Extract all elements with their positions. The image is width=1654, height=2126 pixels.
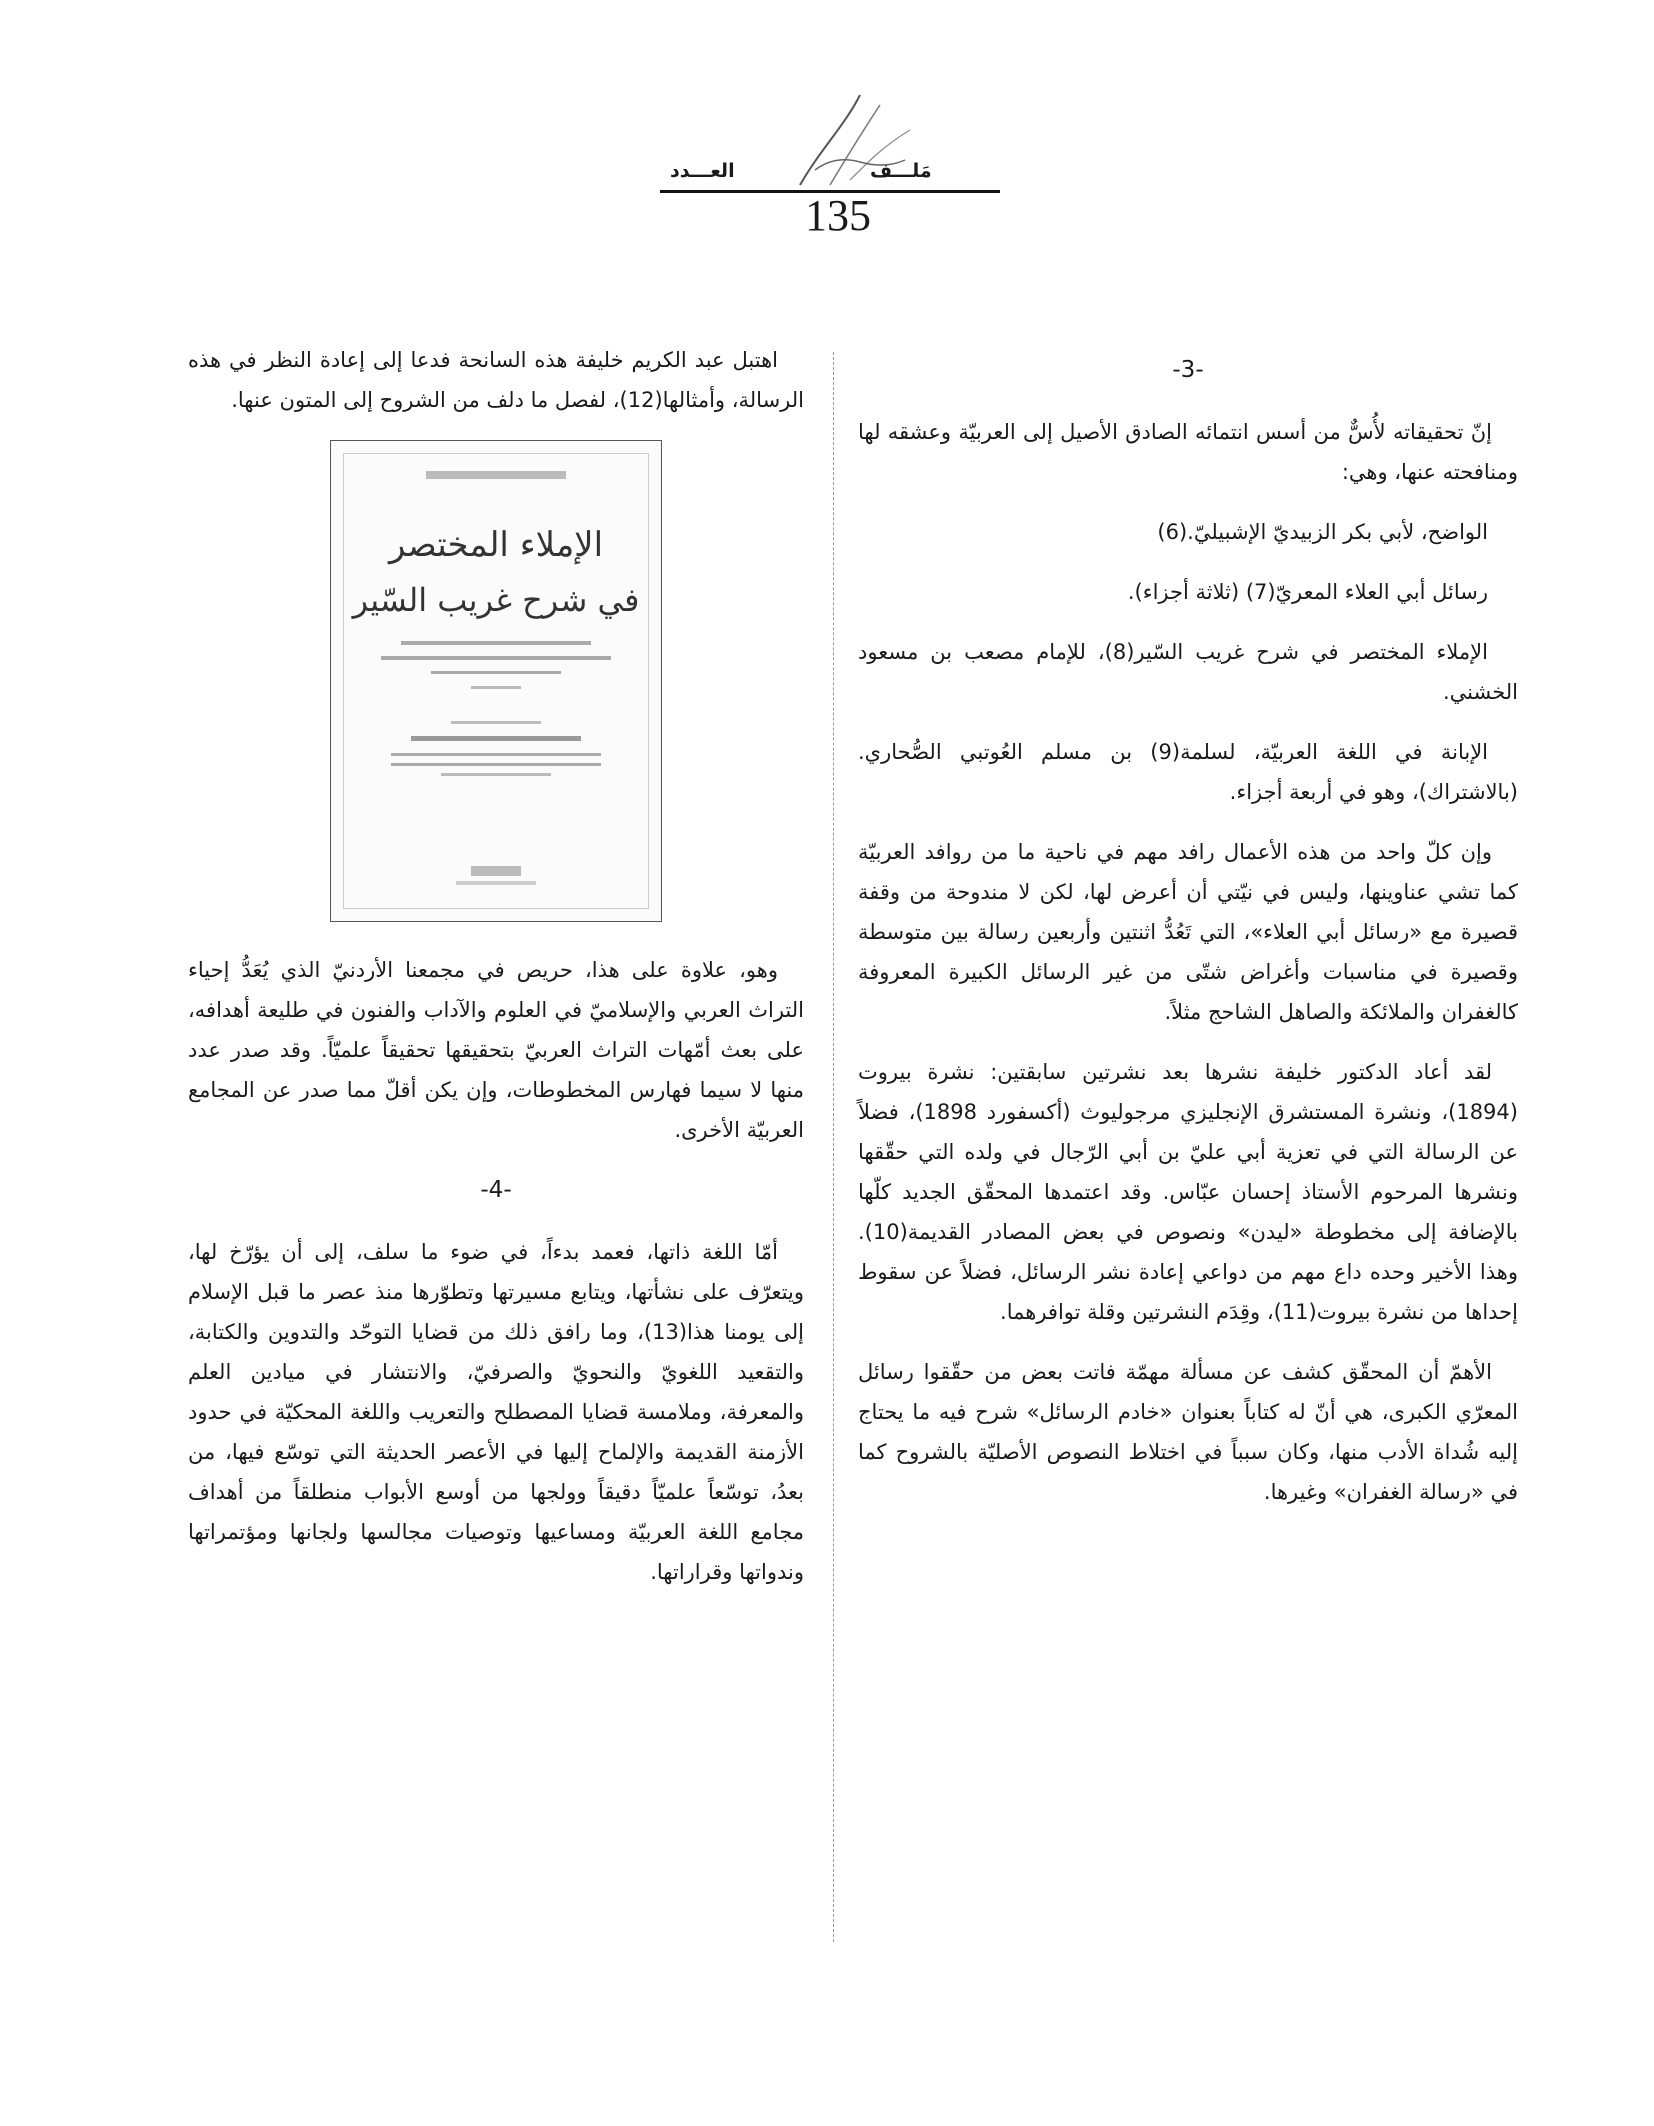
paragraph: الأهمّ أن المحقّق كشف عن مسألة مهمّة فاتت بعض من حقّقوا رسائل المعرّي الكبرى، هي أنّ له كتاباً بعنوان «خادم الرسائل» شرح فيه ما يحتاج إليه شُداة الأدب منها، وكان سبباً في اختلاط النصوص الأصليّة بالشروح كما في «رسالة الغفران» وغيرها.	[858, 1360, 1518, 1504]
paragraph: اهتبل عبد الكريم خليفة هذه السانحة فدعا إلى إعادة النظر في هذه الرسالة، وأمثالها(12)، لفصل ما دلف من الشروح إلى المتون عنها.	[188, 348, 804, 412]
list-item: رسائل أبي العلاء المعريّ(7) (ثلاثة أجزاء).	[1127, 580, 1488, 604]
issue-label: العـــدد	[670, 160, 735, 182]
page-number: 135	[805, 191, 871, 240]
paragraph: وهو، علاوة على هذا، حريص في مجمعنا الأردنيّ الذي يُعَدُّ إحياء التراث العربي والإسلاميّ في العلوم والآداب والفنون في طليعة أهدافه، على بعث أمّهات التراث العربيّ بتحقيقها تحقيقاً علميّاً. وقد صدر عدد منها لا سيما فهارس المخطوطات، وإن يكن أقلّ مما صدر عن المجامع العربيّة الأخرى.	[188, 958, 804, 1142]
paragraph: لقد أعاد الدكتور خليفة نشرها بعد نشرتين سابقتين: نشرة بيروت (1894)، ونشرة المستشرق الإنجليزي مرجوليوث (أكسفورد 1898)، فضلاً عن الرسالة التي في تعزية أبي عليّ بن أبي الرّجال في ولده التي حقّقها ونشرها المرحوم الأستاذ إحسان عبّاس. وقد اعتمدها المحقّق الجديد كلّها بالإضافة إلى مخطوطة «ليدن» ونصوص في بعض المصادر القديمة(10). وهذا الأخير وحده داع مهم من دواعي إعادة نشر الرسائل، فضلاً عن سقوط إحداها من نشرة بيروت(11)، وقِدَم النشرتين وقلة توافرهما.	[858, 1060, 1518, 1324]
list-item: الإبانة في اللغة العربيّة، لسلمة(9) بن مسلم العُوتبي الصُّحاري. (بالاشتراك)، وهو في أربعة أجزاء.	[858, 740, 1518, 804]
page-header	[640, 90, 1020, 240]
book-title-line1: الإملاء المختصر	[388, 525, 604, 565]
list-item: الواضح، لأبي بكر الزبيديّ الإشبيليّ.(6)	[1157, 520, 1488, 544]
paragraph: إنّ تحقيقاته لأُسٌّ من أسس انتمائه الصادق الأصيل إلى العربيّة وعشقه لها ومنافحته عنها، وهي:	[858, 420, 1518, 484]
section-label: مَلـــف	[870, 160, 932, 182]
section-heading: -4-	[480, 1177, 512, 1203]
book-title-line2: في شرح غريب السّير	[352, 581, 640, 619]
left-column	[188, 340, 804, 1612]
paragraph: أمّا اللغة ذاتها، فعمد بدءاً، في ضوء ما سلف، إلى أن يؤرّخ لها، ويتعرّف على نشأتها، ويتابع مسيرتها وتطوّرها منذ عصر ما قبل الإسلام إلى يومنا هذا(13)، وما رافق ذلك من قضايا التوحّد والتدوين والكتابة، والتقعيد اللغويّ والنحويّ والصرفيّ، والانتشار في ميادين العلم والمعرفة، وملامسة قضايا المصطلح والتعريب واللغة المحكيّة في حدود الأزمنة القديمة والإلماح إليها في الأعصر الحديثة التي توسّع فيها، من بعدُ، توسّعاً علميّاً دقيقاً وولجها من أوسع الأبواب منطلقاً من أهداف مجامع اللغة العربيّة ومساعيها وتوصيات مجالسها ولجانها ومؤتمراتها وندواتها وقراراتها.	[188, 1240, 804, 1584]
right-column	[858, 340, 1518, 1532]
paragraph: وإن كلّ واحد من هذه الأعمال رافد مهم في ناحية ما من روافد العربيّة كما تشي عناوينها، وليس في نيّتي أن أعرض لها، لكن لا مندوحة من وقفة قصيرة مع «رسائل أبي العلاء»، التي تَعُدُّ اثنتين وأربعين رسالة بين متوسطة وقصيرة في مناسبات وأغراض شتّى من غير الرسائل الكبيرة المعروفة كالغفران والملائكة والصاهل الشاحج مثلاً.	[858, 840, 1518, 1024]
list-item: الإملاء المختصر في شرح غريب السّير(8)، للإمام مصعب بن مسعود الخشني.	[858, 640, 1518, 704]
book-cover-image	[330, 440, 662, 922]
section-heading: -3-	[1172, 357, 1204, 383]
column-divider	[833, 352, 834, 1942]
